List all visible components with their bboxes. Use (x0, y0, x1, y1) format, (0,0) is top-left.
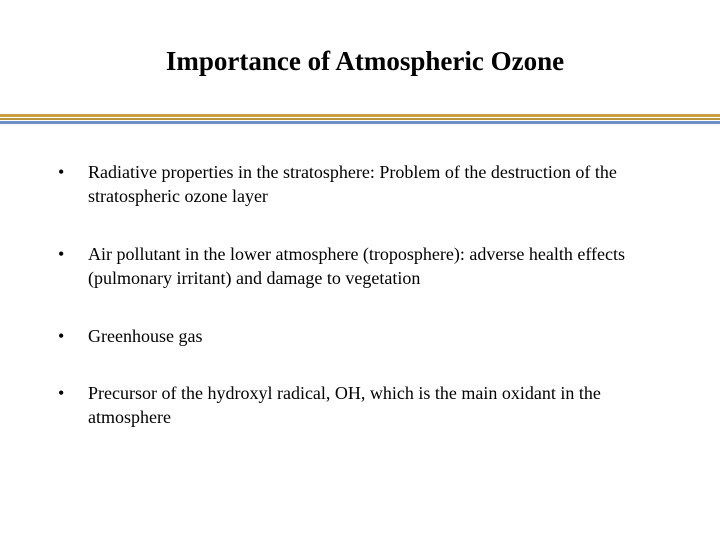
title-divider (0, 114, 720, 126)
bullet-icon: • (58, 244, 65, 264)
bullet-text: Precursor of the hydroxyl radical, OH, which is the main oxidant in the atmosphere (88, 383, 601, 427)
bullet-icon: • (58, 326, 65, 346)
divider-blue-line (0, 121, 720, 124)
divider-gold-line-thin (0, 118, 720, 120)
bullet-item-greenhouse-gas (58, 324, 678, 348)
bullet-text: Radiative properties in the stratosphere: Problem of the destruction of the stratospheric ozone layer (88, 162, 617, 206)
bullet-item-hydroxyl-precursor (58, 381, 678, 429)
bullet-icon: • (58, 162, 65, 182)
bullet-icon: • (58, 383, 65, 403)
divider-gold-line (0, 114, 720, 117)
bullet-text: Air pollutant in the lower atmosphere (troposphere): adverse health effects (pulmonary irritant) and damage to vegetation (88, 244, 625, 288)
bullet-item-air-pollutant (58, 242, 678, 290)
slide-title: Importance of Atmospheric Ozone (165, 46, 565, 76)
bullet-item-radiative-properties (58, 160, 678, 208)
bullet-text: Greenhouse gas (88, 326, 203, 346)
